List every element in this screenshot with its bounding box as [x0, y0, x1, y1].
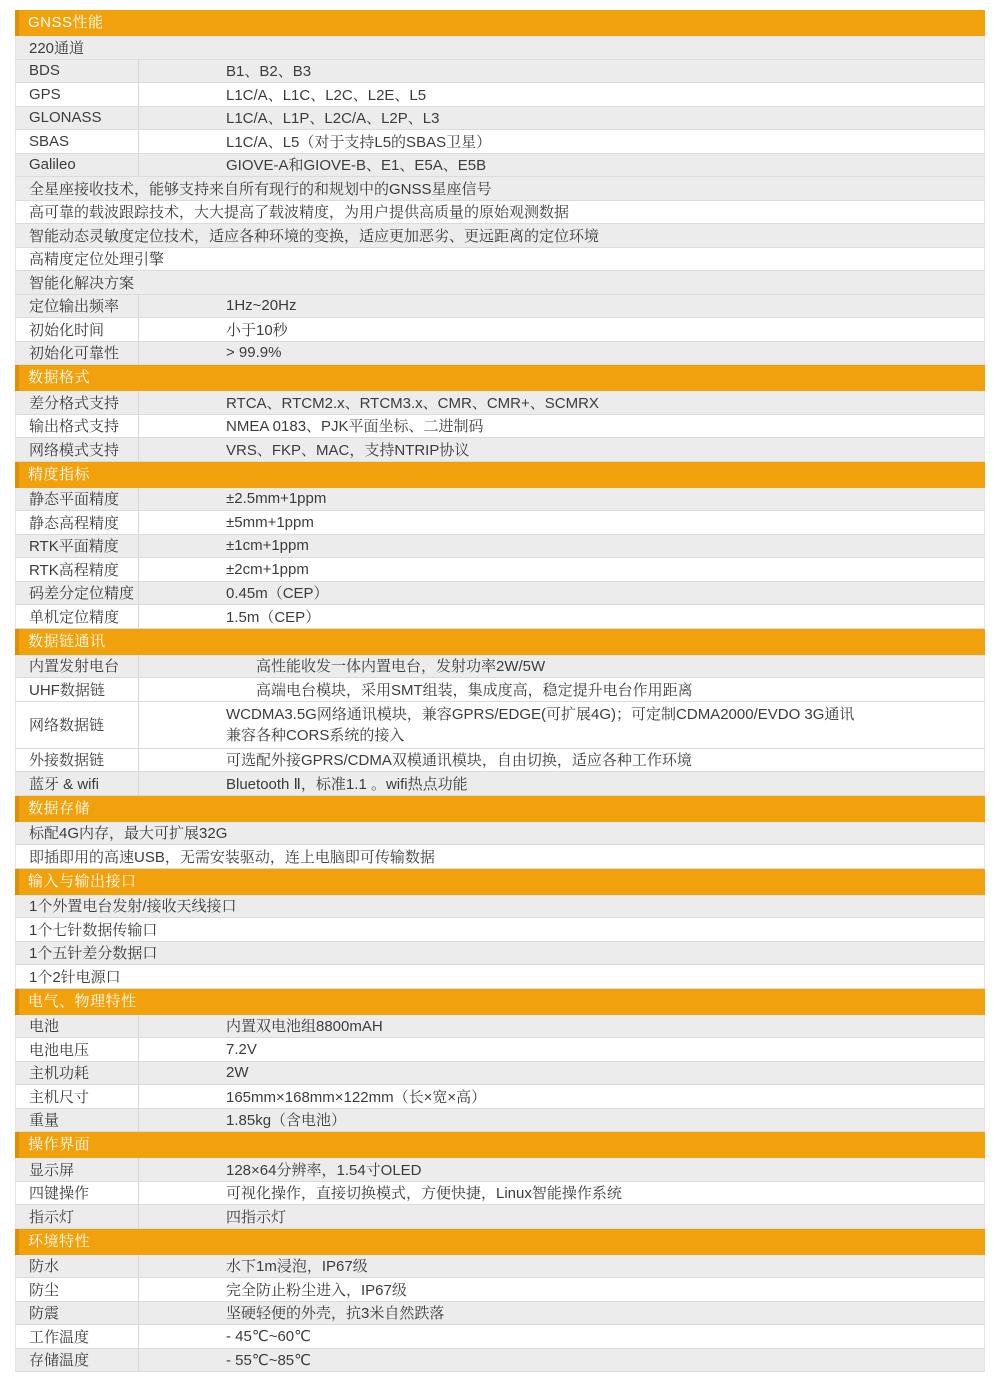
spec-label: 输出格式支持	[16, 415, 139, 438]
spec-label: 指示灯	[16, 1205, 139, 1228]
spec-label: 防尘	[16, 1278, 139, 1301]
spec-value: ±1cm+1ppm	[226, 537, 309, 555]
table-row	[15, 83, 985, 107]
spec-value: 1.85kg（含电池）	[226, 1112, 347, 1130]
table-row	[15, 1255, 985, 1279]
spec-value: ±2cm+1ppm	[226, 560, 309, 578]
table-row	[15, 942, 985, 966]
spec-label: 外接数据链	[16, 749, 139, 772]
spec-text: 标配4G内存，最大可扩展32G	[29, 825, 228, 843]
table-row	[15, 60, 985, 84]
spec-value: 1.5m（CEP）	[226, 608, 321, 626]
section-header: 环境特性	[15, 1229, 985, 1255]
table-row	[15, 1205, 985, 1229]
spec-value: L1C/A、L5（对于支持L5的SBAS卫星）	[226, 133, 492, 151]
table-row	[15, 154, 985, 178]
spec-label: 网络模式支持	[16, 438, 139, 461]
spec-label: 工作温度	[16, 1325, 139, 1348]
spec-value: 高端电台模块，采用SMT组装，集成度高，稳定提升电台作用距离	[256, 681, 693, 699]
spec-text: 高可靠的载波跟踪技术，大大提高了载波精度，为用户提供高质量的原始观测数据	[29, 204, 570, 222]
spec-label: 静态平面精度	[16, 488, 139, 511]
spec-label: 单机定位精度	[16, 605, 139, 628]
table-row	[15, 582, 985, 606]
spec-value: 165mm×168mm×122mm（长×宽×高）	[226, 1088, 487, 1106]
spec-value-line: 兼容各种CORS系统的接入	[226, 726, 405, 744]
table-row	[15, 1038, 985, 1062]
spec-label: 电池电压	[16, 1038, 139, 1061]
section-header: GNSS性能	[15, 10, 985, 36]
section-header: 精度指标	[15, 462, 985, 488]
spec-label: 差分格式支持	[16, 391, 139, 414]
table-row	[15, 1349, 985, 1373]
spec-text: 全星座接收技术，能够支持来自所有现行的和规划中的GNSS星座信号	[29, 180, 492, 198]
table-row	[15, 438, 985, 462]
spec-label: SBAS	[16, 130, 139, 153]
spec-label: GPS	[16, 83, 139, 106]
spec-text: 1个2针电源口	[29, 968, 121, 986]
spec-text: 220通道	[29, 39, 85, 57]
spec-value: 四指示灯	[226, 1208, 287, 1226]
table-row	[15, 1278, 985, 1302]
table-row	[15, 130, 985, 154]
table-row	[15, 342, 985, 366]
table-row	[15, 895, 985, 919]
spec-value: 水下1m浸泡，IP67级	[226, 1258, 368, 1276]
spec-value: VRS、FKP、MAC，支持NTRIP协议	[226, 441, 470, 459]
spec-value: 完全防止粉尘进入，IP67级	[226, 1281, 407, 1299]
spec-label: 主机尺寸	[16, 1085, 139, 1108]
spec-text: 即插即用的高速USB，无需安装驱动，连上电脑即可传输数据	[29, 848, 435, 866]
spec-text: 智能动态灵敏度定位技术，适应各种环境的变换，适应更加恶劣、更远距离的定位环境	[29, 227, 600, 245]
section-header: 电气、物理特性	[15, 989, 985, 1015]
spec-value-line: WCDMA3.5G网络通讯模块，兼容GPRS/EDGE(可扩展4G)；可定制CDMA2000/EVDO 3G通讯	[226, 705, 855, 723]
spec-label: 静态高程精度	[16, 511, 139, 534]
spec-label: 网络数据链	[16, 702, 139, 748]
table-row	[15, 845, 985, 869]
table-row	[15, 678, 985, 702]
table-row	[15, 1109, 985, 1133]
table-row	[15, 391, 985, 415]
spec-label: 电池	[16, 1015, 139, 1038]
spec-value: 可视化操作，直接切换模式，方便快捷，Linux智能操作系统	[226, 1185, 622, 1203]
table-row	[15, 318, 985, 342]
spec-text: 1个七针数据传输口	[29, 921, 158, 939]
table-row	[15, 1085, 985, 1109]
spec-value: GIOVE-A和GIOVE-B、E1、E5A、E5B	[226, 157, 487, 175]
spec-value: Bluetooth Ⅱ，标准1.1 。wifi热点功能	[226, 775, 468, 793]
spec-value: 0.45m（CEP）	[226, 585, 329, 603]
spec-value: 7.2V	[226, 1040, 257, 1058]
table-row	[15, 1158, 985, 1182]
table-row	[15, 749, 985, 773]
spec-label: 重量	[16, 1109, 139, 1132]
spec-value: > 99.9%	[226, 344, 282, 362]
spec-label: 防水	[16, 1255, 139, 1278]
spec-label: 显示屏	[16, 1158, 139, 1181]
spec-label: RTK高程精度	[16, 558, 139, 581]
spec-text: 智能化解决方案	[29, 274, 135, 292]
table-row	[15, 1062, 985, 1086]
spec-value: 可选配外接GPRS/CDMA双模通讯模块，自由切换，适应各种工作环境	[226, 752, 692, 770]
section-header: 输入与输出接口	[15, 869, 985, 895]
spec-label: 初始化可靠性	[16, 342, 139, 365]
table-row	[15, 822, 985, 846]
table-row	[15, 224, 985, 248]
spec-label: BDS	[16, 60, 139, 83]
spec-value: 2W	[226, 1064, 249, 1082]
table-row	[15, 415, 985, 439]
table-row	[15, 918, 985, 942]
table-row	[15, 36, 985, 60]
table-row	[15, 271, 985, 295]
spec-value: 小于10秒	[226, 321, 288, 339]
table-row	[15, 772, 985, 796]
spec-value: NMEA 0183、PJK平面坐标、二进制码	[226, 418, 484, 436]
spec-table	[15, 10, 985, 1372]
spec-label: Galileo	[16, 154, 139, 177]
table-row	[15, 201, 985, 225]
table-row	[15, 1302, 985, 1326]
spec-label: 内置发射电台	[16, 655, 139, 678]
table-row	[15, 605, 985, 629]
section-header: 数据格式	[15, 365, 985, 391]
spec-value: B1、B2、B3	[226, 63, 312, 81]
table-row	[15, 248, 985, 272]
spec-value: - 55℃~85℃	[226, 1351, 311, 1369]
spec-value: 坚硬轻便的外壳，抗3米自然跌落	[226, 1305, 445, 1323]
spec-value: 内置双电池组8800mAH	[226, 1018, 383, 1036]
spec-value: L1C/A、L1C、L2C、L2E、L5	[226, 86, 427, 104]
section-header: 操作界面	[15, 1132, 985, 1158]
table-row	[15, 702, 985, 749]
spec-label: 码差分定位精度	[16, 582, 139, 605]
spec-text: 高精度定位处理引擎	[29, 251, 165, 269]
table-row	[15, 558, 985, 582]
spec-value: 高性能收发一体内置电台，发射功率2W/5W	[256, 658, 546, 676]
spec-label: 定位输出频率	[16, 295, 139, 318]
table-row	[15, 1015, 985, 1039]
section-header: 数据存储	[15, 796, 985, 822]
table-row	[15, 488, 985, 512]
spec-value: ±5mm+1ppm	[226, 513, 314, 531]
spec-label: GLONASS	[16, 107, 139, 130]
spec-value: 128×64分辨率，1.54寸OLED	[226, 1161, 422, 1179]
table-row	[15, 177, 985, 201]
table-row	[15, 1182, 985, 1206]
spec-label: 四键操作	[16, 1182, 139, 1205]
spec-label: 初始化时间	[16, 318, 139, 341]
spec-label: 蓝牙 & wifi	[16, 772, 139, 795]
spec-text: 1个外置电台发射/接收天线接口	[29, 898, 237, 916]
table-row	[15, 295, 985, 319]
spec-text: 1个五针差分数据口	[29, 945, 158, 963]
spec-value: 1Hz~20Hz	[226, 297, 297, 315]
table-row	[15, 655, 985, 679]
spec-value: - 45℃~60℃	[226, 1328, 311, 1346]
spec-value: L1C/A、L1P、L2C/A、L2P、L3	[226, 110, 440, 128]
table-row	[15, 535, 985, 559]
table-row	[15, 107, 985, 131]
table-row	[15, 1325, 985, 1349]
table-row	[15, 511, 985, 535]
spec-value: RTCA、RTCM2.x、RTCM3.x、CMR、CMR+、SCMRX	[226, 394, 599, 412]
spec-value	[139, 702, 984, 748]
section-header: 数据链通讯	[15, 629, 985, 655]
spec-label: UHF数据链	[16, 678, 139, 701]
spec-value: ±2.5mm+1ppm	[226, 490, 327, 508]
spec-label: 防震	[16, 1302, 139, 1325]
spec-label: 主机功耗	[16, 1062, 139, 1085]
table-row	[15, 965, 985, 989]
spec-label: RTK平面精度	[16, 535, 139, 558]
spec-label: 存储温度	[16, 1349, 139, 1372]
